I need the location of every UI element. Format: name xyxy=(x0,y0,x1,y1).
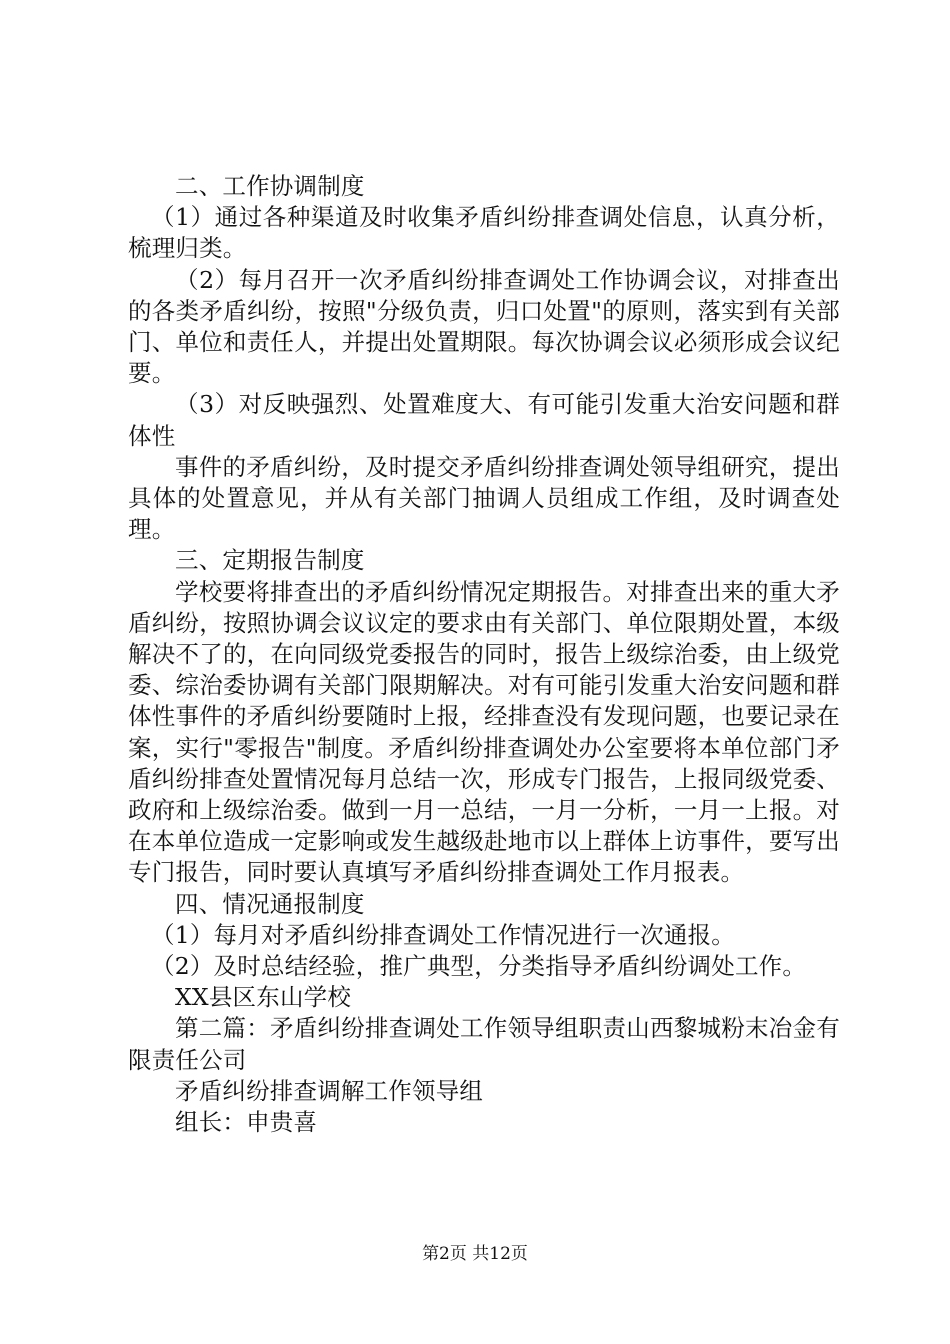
page-footer xyxy=(0,1244,950,1264)
part-two-title: 第二篇：矛盾纠纷排查调处工作领导组职责山西黎城粉末冶金有限责任公司 xyxy=(128,1014,840,1074)
paragraph-item-2-3-continued: 事件的矛盾纠纷，及时提交矛盾纠纷排查调处领导组研究，提出具体的处置意见，并从有关部门抽调人员组成工作组，及时调查处理。 xyxy=(128,452,840,544)
paragraph-item-2-3: （3）对反映强烈、处置难度大、有可能引发重大治安问题和群体性 xyxy=(128,390,840,450)
group-leader-line: 组长：申贵喜 xyxy=(175,1108,318,1137)
signature-school: XX县区东山学校 xyxy=(175,983,352,1012)
section-heading-work-coordination: 二、工作协调制度 xyxy=(175,172,365,200)
paragraph-item-2-1: （1）通过各种渠道及时收集矛盾纠纷排查调处信息，认真分析，梳理归类。 xyxy=(128,203,840,263)
document-body xyxy=(128,171,840,1138)
section-heading-situation-notice: 四、情况通报制度 xyxy=(175,889,365,918)
section-heading-periodic-report: 三、定期报告制度 xyxy=(175,546,365,575)
page-indicator: 第2页 共12页 xyxy=(422,1244,528,1264)
paragraph-item-4-1: （1）每月对矛盾纠纷排查调处工作情况进行一次通报。 xyxy=(151,920,735,949)
paragraph-item-4-2: （2）及时总结经验，推广典型，分类指导矛盾纠纷调处工作。 xyxy=(151,952,807,981)
leading-group-title: 矛盾纠纷排查调解工作领导组 xyxy=(175,1076,484,1105)
paragraph-periodic-report: 学校要将排查出的矛盾纠纷情况定期报告。对排查出来的重大矛盾纠纷，按照协调会议议定的要求由有关部门、单位限期处置，本级解决不了的，在向同级党委报告的同时，报告上级综治委，由上级党委、综治委协调有关部门限期解决。对有可能引发重大治安问题和群体性事件的矛盾纠纷要随时上报，经排查没有发现问题，也要记录在案，实行"零报告"制度。矛盾纠纷排查调处办公室要将本单位部门矛盾纠纷排查处置情况每月总结一次，形成专门报告，上报同级党委、政府和上级综治委。做到一月一总结，一月一分析，一月一上报。对在本单位造成一定影响或发生越级赴地市以上群体上访事件，要写出专门报告，同时要认真填写矛盾纠纷排查调处工作月报表。 xyxy=(128,577,840,887)
paragraph-item-2-2: （2）每月召开一次矛盾纠纷排查调处工作协调会议，对排查出的各类矛盾纠纷，按照"分级负责，归口处置"的原则，落实到有关部门、单位和责任人，并提出处置期限。每次协调会议必须形成会议纪要。 xyxy=(128,265,840,388)
